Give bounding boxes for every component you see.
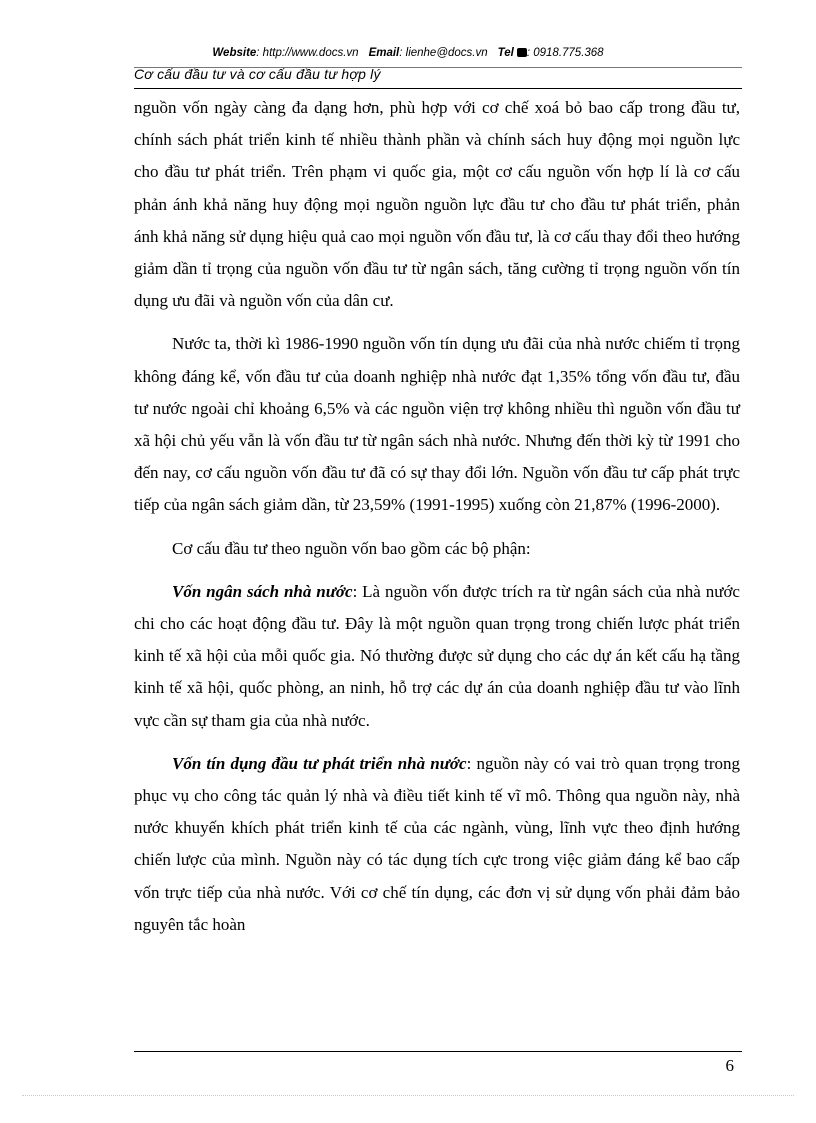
paragraph-4-text: : Là nguồn vốn được trích ra từ ngân sách của nhà nước chi cho các hoạt động đầu tư. Đây là một nguồn quan trọng trong chiến lược phát triển kinh tế xã hội của mỗi quốc gia. Nó thường được sử dụng cho các dự án kết cấu hạ tầng kinh tế xã hội, quốc phòng, an ninh, hỗ trợ các dự án của doanh nghiệp đầu tư vào lĩnh vực cần sự tham gia của nhà nước. bbox=[134, 581, 740, 730]
running-title: Cơ cấu đầu tư và cơ cấu đầu tư hợp lý bbox=[134, 66, 381, 82]
email-label: Email bbox=[368, 47, 400, 59]
paragraph-1: nguồn vốn ngày càng đa dạng hơn, phù hợp với cơ chế xoá bỏ bao cấp trong đầu tư, chính sách phát triển kinh tế nhiều thành phần và chính sách huy động mọi nguồn lực cho đầu tư phát triển. Trên phạm vi quốc gia, một cơ cấu nguồn vốn hợp lí là cơ cấu phản ánh khả năng huy động mọi nguồn nguồn lực đầu tư cho đầu tư phát triển, phản ánh khả năng sử dụng hiệu quả cao mọi nguồn vốn đầu tư, là cơ cấu thay đổi theo hướng giảm dần tỉ trọng của nguồn vốn đầu tư từ ngân sách, tăng cường tỉ trọng nguồn vốn tín dụng ưu đãi và nguồn vốn của dân cư. bbox=[134, 98, 740, 311]
page-number: 6 bbox=[725, 1056, 734, 1075]
paragraph-5-text: : nguồn này có vai trò quan trọng trong phục vụ cho công tác quản lý nhà và điều tiết kinh tế vĩ mô. Thông qua nguồn này, nhà nước khuyến khích phát triển kinh tế của các ngành, vùng, lĩnh vực theo định hướng chiến lược của mình. Nguồn này có tác dụng tích cực trong việc giảm đáng kể bao cấp vốn trực tiếp của nhà nước. Với cơ chế tín dụng, các đơn vị sử dụng vốn phải đảm bảo nguyên tắc hoàn bbox=[134, 753, 740, 934]
website-link[interactable]: : http://www.docs.vn bbox=[256, 47, 359, 59]
page-edge-dots bbox=[22, 1095, 794, 1096]
email-link[interactable]: : lienhe@docs.vn bbox=[399, 47, 488, 59]
term-state-budget: Vốn ngân sách nhà nước bbox=[172, 581, 353, 601]
tel-value: : 0918.775.368 bbox=[526, 47, 604, 59]
paragraph-3: Cơ cấu đầu tư theo nguồn vốn bao gồm các bộ phận: bbox=[172, 538, 531, 558]
site-header bbox=[0, 47, 816, 59]
paragraph-5 bbox=[134, 748, 740, 941]
footer-divider bbox=[134, 1051, 742, 1052]
phone-icon bbox=[517, 48, 527, 57]
document-body bbox=[134, 92, 740, 952]
tel-label: Tel bbox=[497, 47, 514, 59]
website-label: Website bbox=[212, 47, 257, 59]
paragraph-2: Nước ta, thời kì 1986-1990 nguồn vốn tín dụng ưu đãi của nhà nước chiếm tỉ trọng không đáng kể, vốn đầu tư của doanh nghiệp nhà nước đạt 1,35% tổng vốn đầu tư, đầu tư nước ngoài chỉ khoảng 6,5% và các nguồn viện trợ không nhiều thì nguồn vốn đầu tư xã hội chủ yếu vẫn là vốn đầu tư từ ngân sách nhà nước. Nhưng đến thời kỳ từ 1991 cho đến nay, cơ cấu nguồn vốn đầu tư đã có sự thay đổi lớn. Nguồn vốn đầu tư cấp phát trực tiếp của ngân sách giảm dần, từ 23,59% (1991-1995) xuống còn 21,87% (1996-2000). bbox=[134, 334, 740, 515]
paragraph-4 bbox=[134, 576, 740, 737]
term-state-credit: Vốn tín dụng đầu tư phát triển nhà nước bbox=[172, 753, 467, 773]
title-underline bbox=[134, 88, 742, 89]
